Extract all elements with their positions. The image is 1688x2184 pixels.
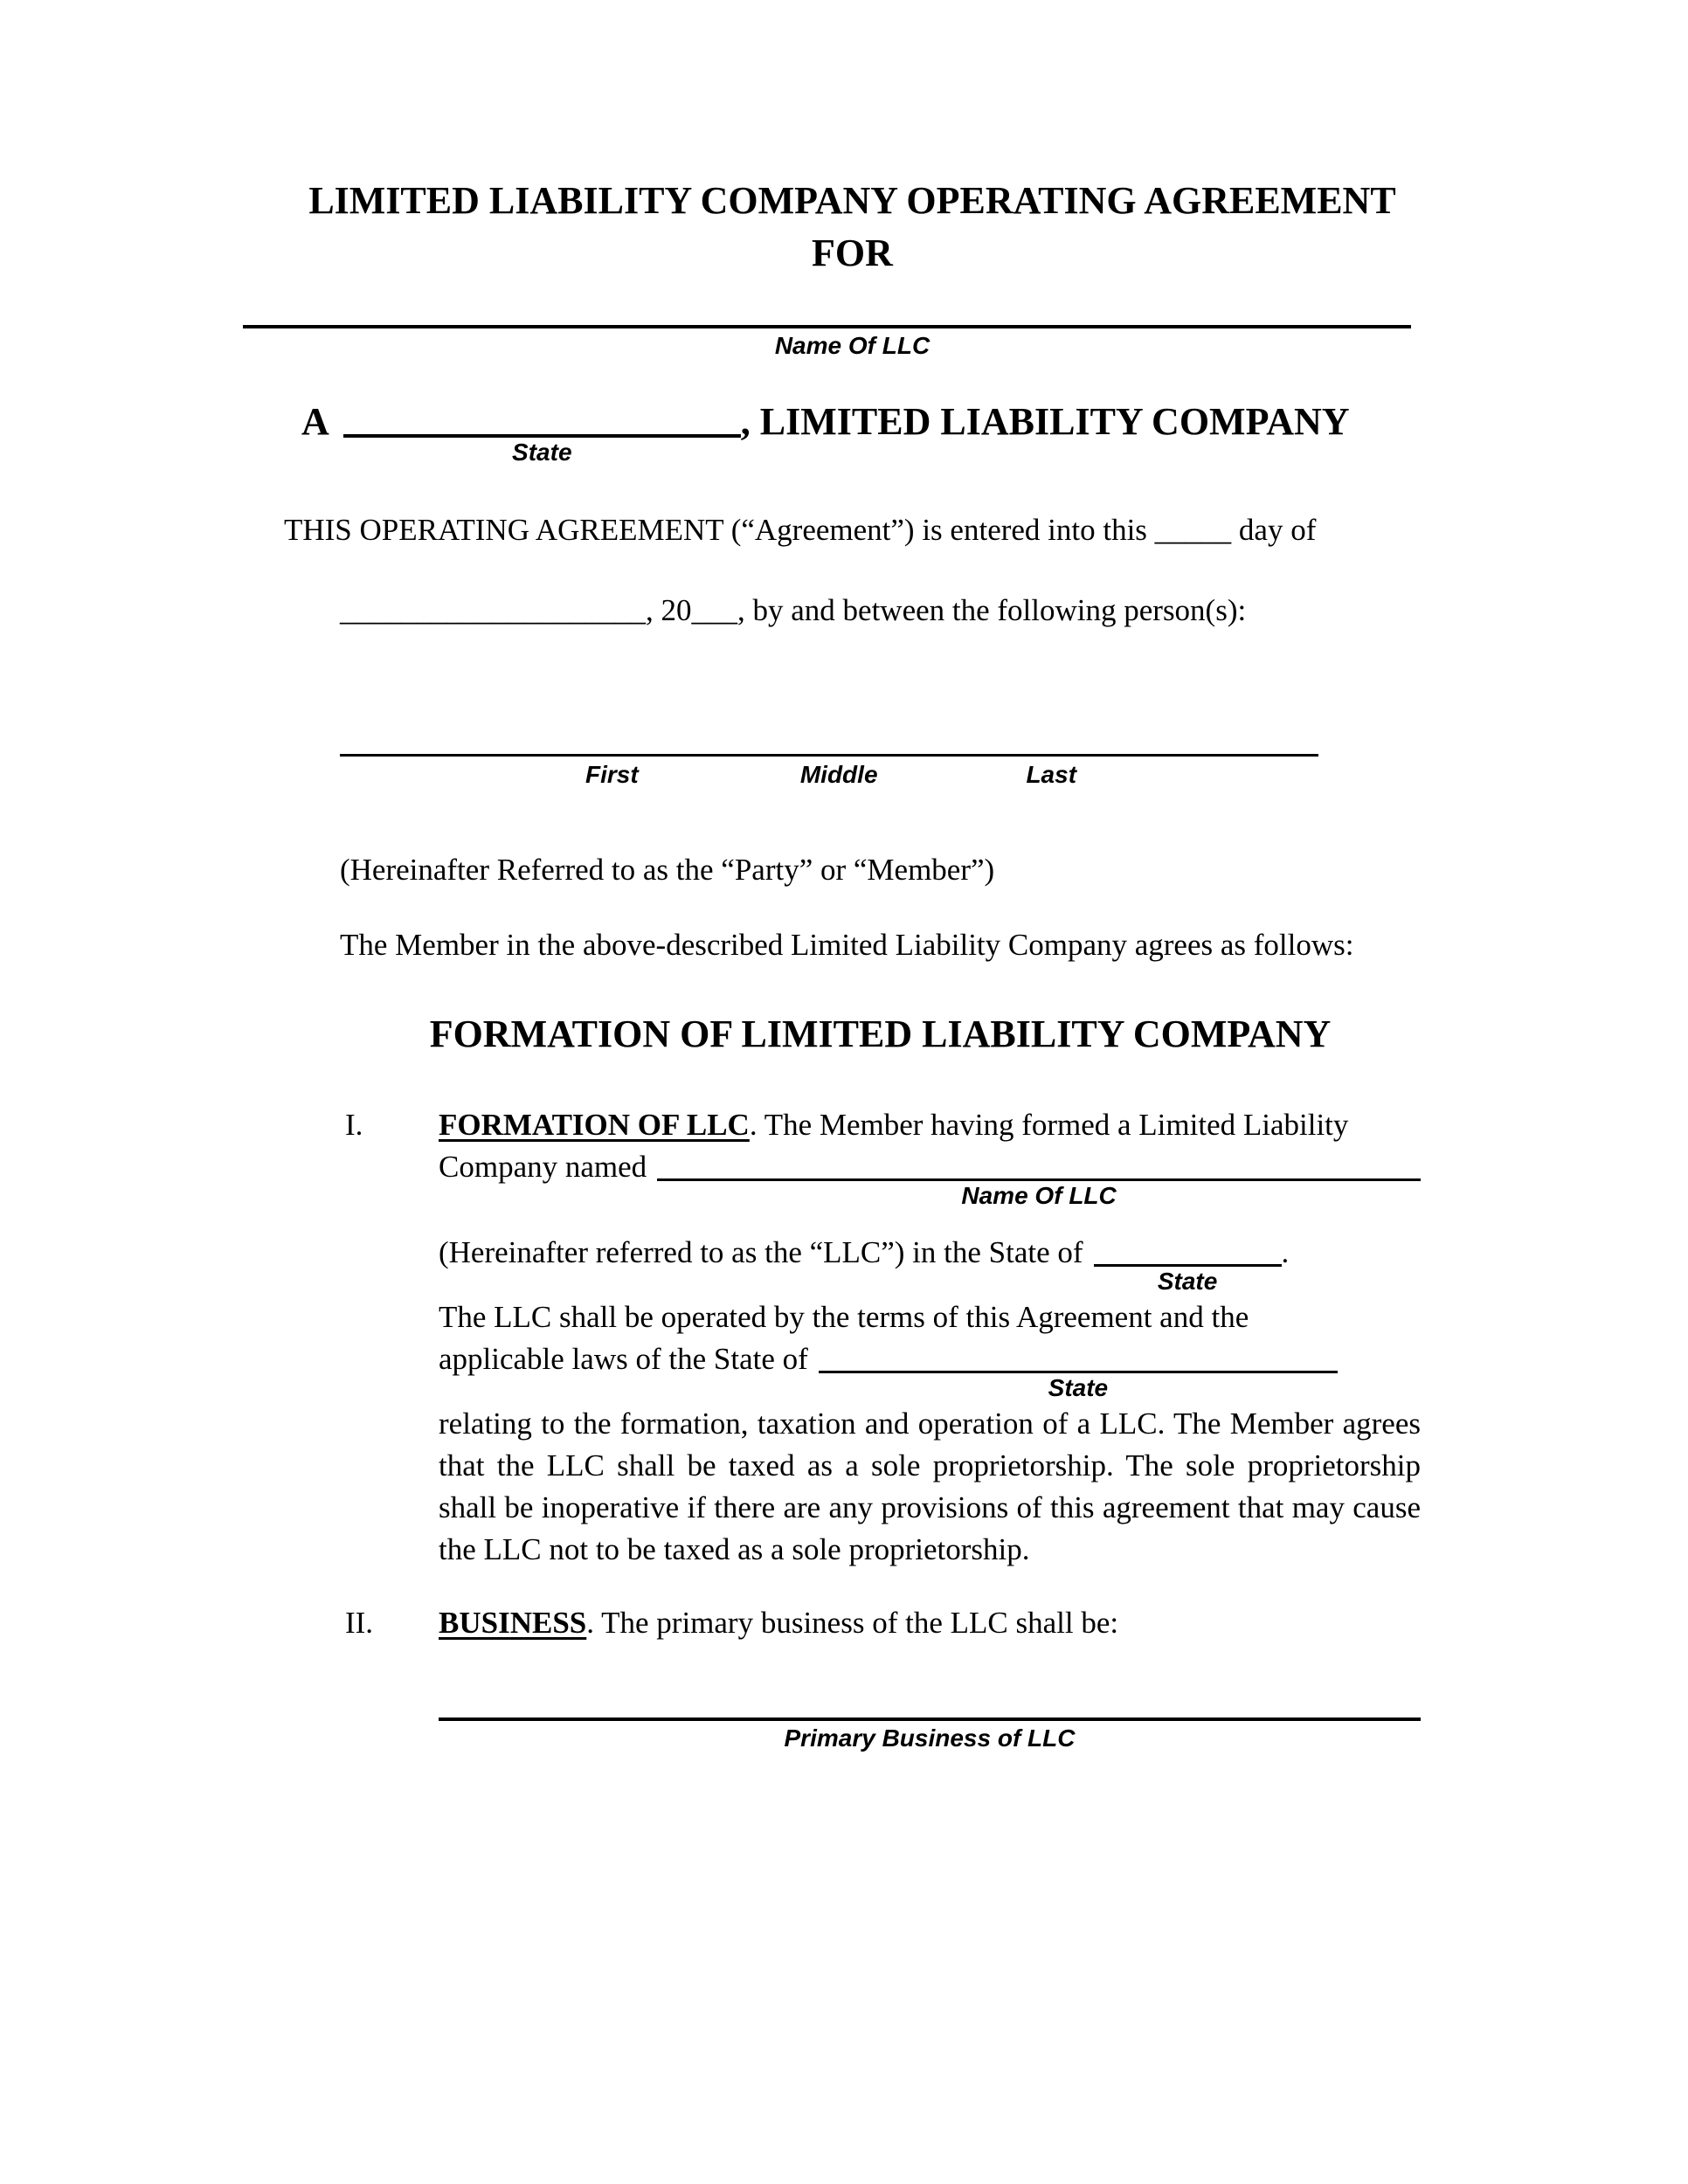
company-name-field-label: Name Of LLC [961, 1182, 1117, 1209]
company-named-text: Company named [439, 1150, 647, 1184]
hereinafter-llc-text: (Hereinafter referred to as the “LLC”) in the State of [439, 1235, 1083, 1269]
llc-name-field [284, 325, 1421, 361]
primary-business-field-label: Primary Business of LLC [784, 1724, 1076, 1752]
middle-name-label: Middle [799, 761, 878, 788]
hereinafter-party-note: (Hereinafter Referred to as the “Party” or “Member”) [340, 853, 995, 887]
hereinafter-llc-row [439, 1232, 1421, 1296]
title-line-1: LIMITED LIABILITY COMPANY OPERATING AGREEMENT [308, 179, 1396, 222]
operated-line-2 [439, 1338, 1421, 1403]
intro-paragraph-1: THIS OPERATING AGREEMENT (“Agreement”) is entered into this _____ day of [284, 513, 1317, 547]
formation-after-heading: . The Member having formed a Limited Liability [749, 1108, 1349, 1142]
llc-state-field-label: State [1157, 1268, 1218, 1295]
title-line-2: FOR [812, 232, 893, 274]
formation-sentence-start [439, 1104, 1421, 1146]
company-name-blank-line [657, 1146, 1421, 1181]
subtitle-prefix: A [301, 400, 329, 443]
llc-state-blank-line [1094, 1232, 1282, 1267]
state-blank-line [343, 397, 741, 438]
operated-line-1: The LLC shall be operated by the terms of this Agreement and the [439, 1300, 1249, 1334]
intro-paragraph-2: ____________________, 20___, by and between the following person(s): [340, 593, 1247, 627]
document-header [284, 175, 1421, 280]
last-name-label: Last [1026, 761, 1077, 788]
member-agrees-paragraph: The Member in the above-described Limited Liability Company agrees as follows: [340, 928, 1354, 962]
member-name-field [340, 754, 1318, 791]
primary-business-blank-line [439, 1717, 1421, 1721]
llc-name-field-label: Name Of LLC [774, 332, 930, 359]
laws-state-blank-line [819, 1338, 1338, 1373]
subtitle [301, 397, 1421, 467]
article-formation-body [439, 1104, 1421, 1571]
operated-line-2-text: applicable laws of the State of [439, 1342, 808, 1376]
primary-business-field [439, 1717, 1421, 1753]
article-formation-numeral: I. [345, 1108, 363, 1142]
first-name-label: First [585, 761, 639, 788]
article-business-body [439, 1602, 1421, 1753]
formation-heading: FORMATION OF LLC [439, 1108, 750, 1142]
article-business-numeral: II. [345, 1606, 374, 1640]
company-named-row [439, 1146, 1421, 1211]
business-after-heading: . The primary business of the LLC shall be: [586, 1606, 1119, 1640]
llc-state-field [1094, 1232, 1282, 1296]
article-formation [284, 1104, 1421, 1571]
subtitle-suffix: , LIMITED LIABILITY COMPANY [740, 400, 1350, 443]
state-field [343, 397, 741, 467]
state-field-label: State [512, 439, 572, 466]
section-heading: FORMATION OF LIMITED LIABILITY COMPANY [429, 1013, 1332, 1055]
laws-state-field-label: State [1048, 1374, 1109, 1401]
llc-name-blank-line [243, 325, 1411, 328]
article-business [284, 1602, 1421, 1753]
business-sentence [439, 1602, 1421, 1644]
member-name-labels [340, 757, 1318, 791]
business-heading: BUSINESS [439, 1606, 587, 1640]
laws-state-field [819, 1338, 1338, 1403]
tax-paragraph: relating to the formation, taxation and operation of a LLC. The Member agrees that the LLC shall be taxed as a sole proprietorship. The sole proprietorship shall be inoperative if there are any provisions of this agreement that may cause the LLC not to be taxed as a sole proprietorship. [439, 1406, 1421, 1566]
company-name-field [657, 1146, 1421, 1211]
hereinafter-llc-period: . [1281, 1235, 1290, 1269]
